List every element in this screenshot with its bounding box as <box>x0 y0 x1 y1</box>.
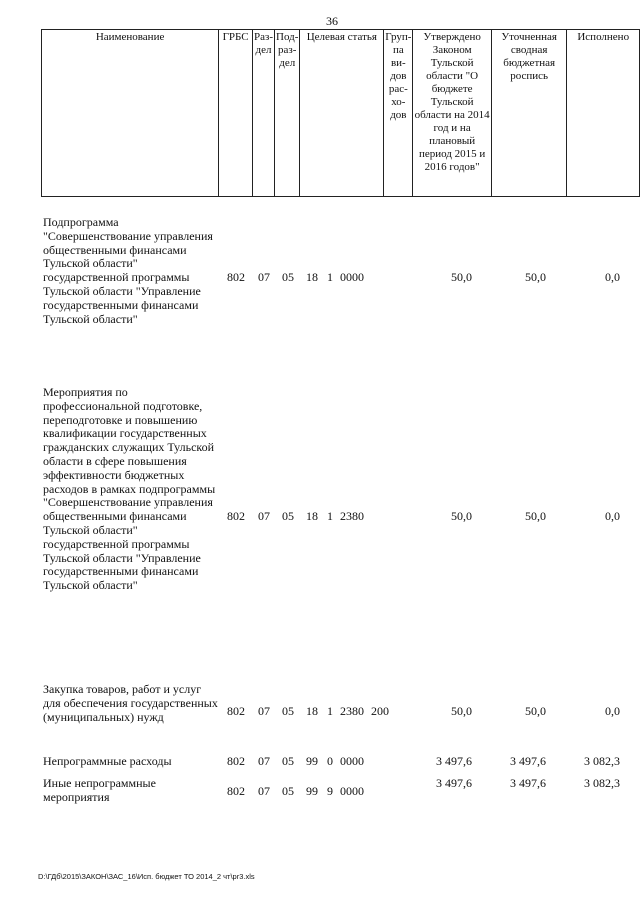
row-target-subprogram: 1 <box>327 270 333 284</box>
row-target-program: 18 <box>306 704 318 718</box>
row-podrazdel: 05 <box>282 704 294 718</box>
row-approved: 50,0 <box>451 270 472 284</box>
row-grbs: 802 <box>227 704 245 718</box>
row-name: Мероприятия по профессиональной подготовке, переподготовке и повышению квалификации государственных гражданских служащих Тульской области в сфере повышения эффективности бюджетных расходов в рамках подпрограммы "Совершенствование управления общественными финансами Тульской области" государственной программы Тульской области "Управление государственными финансами Тульской области" <box>43 385 216 593</box>
row-target-subprogram: 0 <box>327 754 333 768</box>
col-header-approved: Утверждено Законом Тульской области "О бюджете Тульской области на 2014 год и на плановый период 2015 и 2016 годов" <box>413 30 492 197</box>
row-target-subprogram: 9 <box>327 784 333 798</box>
col-header-refined: Уточненная сводная бюджетная роспись <box>491 30 567 197</box>
row-expense-group: 200 <box>371 704 389 718</box>
row-razdel: 07 <box>258 509 270 523</box>
col-header-podrazdel: Под-раз-дел <box>275 30 300 197</box>
col-header-name: Наименование <box>42 30 219 197</box>
page-number: 36 <box>326 14 338 28</box>
row-grbs: 802 <box>227 784 245 798</box>
col-header-target: Целевая статья <box>300 30 384 197</box>
row-target-direction: 2380 <box>340 509 364 523</box>
row-target-program: 18 <box>306 509 318 523</box>
row-podrazdel: 05 <box>282 784 294 798</box>
row-refined: 50,0 <box>525 509 546 523</box>
row-name: Закупка товаров, работ и услуг для обеспечения государственных (муниципальных) нужд <box>43 682 218 724</box>
row-grbs: 802 <box>227 270 245 284</box>
row-name: Непрограммные расходы <box>43 754 172 768</box>
row-name: Иные непрограммные мероприятия <box>43 776 156 804</box>
row-executed: 3 082,3 <box>584 754 620 768</box>
row-approved: 3 497,6 <box>436 776 472 790</box>
row-razdel: 07 <box>258 704 270 718</box>
row-refined: 3 497,6 <box>510 776 546 790</box>
file-path-footer: D:\ГДб\2015\ЗАКОН\ЗАС_16\Исп. бюджет ТО 2014_2 чт\pr3.xls <box>38 872 255 881</box>
row-razdel: 07 <box>258 270 270 284</box>
row-podrazdel: 05 <box>282 754 294 768</box>
row-target-direction: 0000 <box>340 754 364 768</box>
col-header-executed: Исполнено <box>567 30 640 197</box>
row-refined: 3 497,6 <box>510 754 546 768</box>
row-refined: 50,0 <box>525 270 546 284</box>
row-approved: 3 497,6 <box>436 754 472 768</box>
row-target-subprogram: 1 <box>327 509 333 523</box>
col-header-group: Груп-па ви-дов рас-хо-дов <box>384 30 413 197</box>
row-name: Подпрограмма "Совершенствование управления общественными финансами Тульской области" государственной программы Тульской области "Управление государственными финансами Тульской области" <box>43 215 213 326</box>
row-target-program: 99 <box>306 784 318 798</box>
row-approved: 50,0 <box>451 509 472 523</box>
row-approved: 50,0 <box>451 704 472 718</box>
row-podrazdel: 05 <box>282 509 294 523</box>
row-podrazdel: 05 <box>282 270 294 284</box>
row-razdel: 07 <box>258 784 270 798</box>
col-header-razdel: Раз-дел <box>253 30 275 197</box>
row-razdel: 07 <box>258 754 270 768</box>
row-grbs: 802 <box>227 509 245 523</box>
row-target-direction: 0000 <box>340 784 364 798</box>
row-grbs: 802 <box>227 754 245 768</box>
row-executed: 0,0 <box>605 270 620 284</box>
col-header-grbs: ГРБС <box>219 30 253 197</box>
row-target-program: 99 <box>306 754 318 768</box>
row-refined: 50,0 <box>525 704 546 718</box>
table-header <box>41 29 640 197</box>
row-target-program: 18 <box>306 270 318 284</box>
row-target-direction: 0000 <box>340 270 364 284</box>
row-target-direction: 2380 <box>340 704 364 718</box>
row-executed: 0,0 <box>605 704 620 718</box>
row-target-subprogram: 1 <box>327 704 333 718</box>
row-executed: 3 082,3 <box>584 776 620 790</box>
row-executed: 0,0 <box>605 509 620 523</box>
